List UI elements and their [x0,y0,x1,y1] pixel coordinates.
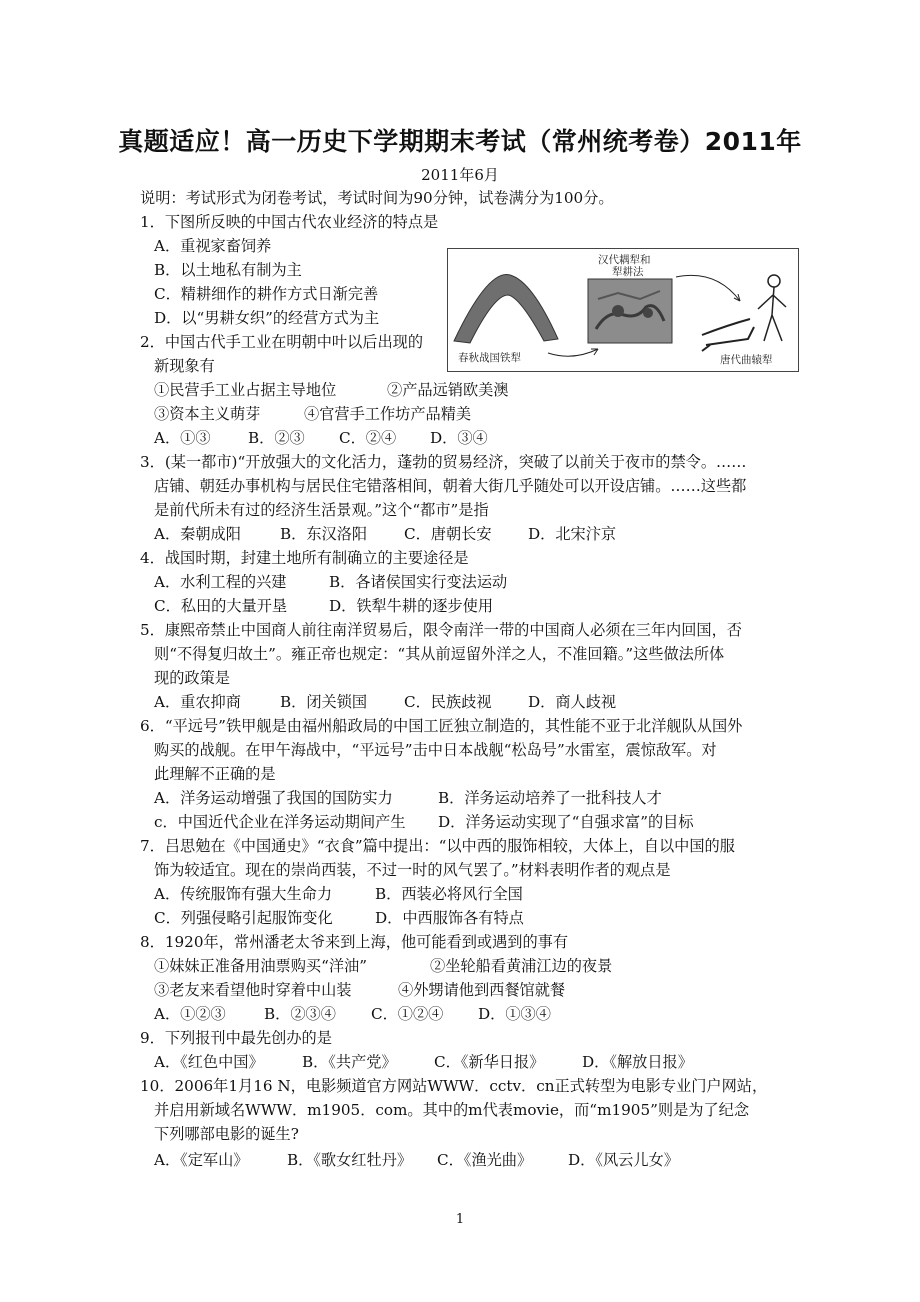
q10-stem-line-1: 10．2006年1月16 N，电影频道官方网站WWW．cctv．cn正式转型为电影专业门户网站， [140,1077,768,1095]
q1-option-b: B．以土地私有制为主 [154,261,302,279]
q5-option-c: C．民族歧视 [404,693,492,711]
q2-item-1: ①民营手工业占据主导地位 [154,381,337,399]
q8-item-4: ④外甥请他到西餐馆就餐 [398,981,566,999]
q1-option-c: C．精耕细作的耕作方式日渐完善 [154,285,379,303]
q7-option-a: A．传统服饰有强大生命力 [154,885,333,903]
q6-option-d: D．洋务运动实现了“自强求富”的目标 [438,813,694,831]
q10-options [154,1150,679,1170]
figure-label-han-2: 犁耕法 [612,266,644,278]
q8-option-d: D．①③④ [478,1005,551,1023]
q6-option-a: A．洋务运动增强了我国的国防实力 [154,789,393,807]
q10-option-b: B．《歌女红牡丹》 [287,1151,413,1169]
q5-option-b: B．闭关锁国 [280,693,368,711]
q4-option-c: C．私田的大量开垦 [154,597,288,615]
q3-option-a: A．秦朝成阳 [154,525,241,543]
instruction: 说明：考试形式为闭卷考试，考试时间为90分钟，试卷满分为100分。 [140,189,614,207]
q9-option-a: A．《红色中国》 [154,1053,264,1071]
q5-options [154,692,616,712]
figure-label-tang: 唐代曲辕犁 [720,354,773,366]
q2-item-2: ②产品远销欧美澳 [387,381,509,399]
q9-option-d: D．《解放日报》 [582,1053,693,1071]
q4-options-row-2 [154,596,493,616]
q7-stem-line-2: 饰为较适宜。现在的崇尚西装，不过一时的风气罢了。”材料表明作者的观点是 [154,861,671,879]
q2-items-row-2 [154,404,471,424]
q8-option-a: A．①②③ [154,1005,226,1023]
q3-option-b: B．东汉洛阳 [280,525,368,543]
q2-items-row-1 [154,380,509,400]
q3-stem-line-1: 3．(某一都市)“开放强大的文化活力，蓬勃的贸易经济，突破了以前关于夜市的禁令。…… [140,453,747,471]
q2-option-b: B．②③ [248,429,305,447]
q10-stem-line-3: 下列哪部电影的诞生? [154,1125,299,1143]
q3-option-c: C．唐朝长安 [404,525,492,543]
q5-stem-line-3: 现的政策是 [154,669,230,687]
q6-stem-line-3: 此理解不正确的是 [154,765,276,783]
q6-options-row-1 [154,788,662,808]
q7-options-row-1 [154,884,523,904]
q5-option-a: A．重农抑商 [154,693,241,711]
q7-options-row-2 [154,908,524,928]
q2-option-a: A．①③ [154,429,211,447]
q10-stem-line-2: 并启用新域名WWW．m1905．com。其中的m代表movie，而“m1905”则是为了纪念 [154,1101,750,1119]
q6-options-row-2 [154,812,694,832]
q10-option-a: A．《定军山》 [154,1151,249,1169]
q10-option-d: D．《风云儿女》 [568,1151,679,1169]
q4-option-d: D．铁犁牛耕的逐步使用 [329,597,494,615]
q2-item-4: ④官营手工作坊产品精美 [304,405,472,423]
q8-item-1: ①妹妹正准备用油票购买“洋油” [154,957,367,975]
q1-option-d: D．以“男耕女织”的经营方式为主 [154,309,380,327]
q4-stem: 4．战国时期，封建土地所有制确立的主要途径是 [140,549,469,567]
q3-stem-line-2: 店铺、朝廷办事机构与居民住宅错落相间，朝着大街几乎随处可以开设店铺。……这些都 [154,477,747,495]
q9-options [154,1052,693,1072]
q6-stem-line-2: 购买的战舰。在甲午海战中，“平远号”击中日本战舰“松岛号”水雷室，震惊敌军。对 [154,741,717,759]
q8-items-row-2 [154,980,565,1000]
q8-option-b: B．②③④ [264,1005,336,1023]
q9-stem: 9．下列报刊中最先创办的是 [140,1029,332,1047]
q2-item-3: ③资本主义萌芽 [154,405,261,423]
q8-item-3: ③老友来看望他时穿着中山装 [154,981,352,999]
q10-option-c: C．《渔光曲》 [437,1151,533,1169]
q2-options [154,428,488,448]
page-number: 1 [455,1212,465,1227]
q4-option-b: B．各诸侯国实行变法运动 [329,573,508,591]
plough-evolution-figure [447,248,799,372]
q3-stem-line-3: 是前代所未有过的经济生活景观。”这个“都市”是指 [154,501,489,519]
q8-items-row-1 [154,956,612,976]
q9-option-b: B．《共产党》 [302,1053,397,1071]
q1-stem: 1．下图所反映的中国古代农业经济的特点是 [140,213,439,231]
q8-stem: 8．1920年，常州潘老太爷来到上海，他可能看到或遇到的事有 [140,933,569,951]
q4-option-a: A．水利工程的兴建 [154,573,287,591]
q7-option-b: B．西装必将风行全国 [375,885,523,903]
q8-options [154,1004,551,1024]
q6-option-b: B．洋务运动培养了一批科技人才 [438,789,662,807]
q8-item-2: ②坐轮船看黄浦江边的夜景 [430,957,613,975]
q8-option-c: C．①②④ [371,1005,444,1023]
q1-option-a: A．重视家畜饲养 [154,237,272,255]
figure-label-han-1: 汉代耦犁和 [598,254,651,266]
q7-option-d: D．中西服饰各有特点 [375,909,524,927]
q3-options [154,524,616,544]
q2-option-d: D．③④ [430,429,488,447]
q6-stem-line-1: 6．“平远号”铁甲舰是由福州船政局的中国工匠独立制造的，其性能不亚于北洋舰队从国外 [140,717,743,735]
q5-stem-line-2: 则“不得复归故土”。雍正帝也规定：“其从前逗留外洋之人，不准回籍。”这些做法所体 [154,645,725,663]
q2-stem-line-1: 2．中国古代手工业在明朝中叶以后出现的 [140,333,424,351]
q3-option-d: D．北宋汴京 [528,525,617,543]
q7-option-c: C．列强侵略引起服饰变化 [154,909,333,927]
q9-option-c: C．《新华日报》 [434,1053,545,1071]
q4-options-row-1 [154,572,507,592]
q2-option-c: C．②④ [339,429,397,447]
q6-option-c: c．中国近代企业在洋务运动期间产生 [154,813,406,831]
q5-option-d: D．商人歧视 [528,693,617,711]
figure-label-spring: 春秋战国铁犁 [458,352,521,364]
q2-stem-line-2: 新现象有 [154,357,215,375]
q7-stem-line-1: 7．吕思勉在《中国通史》“衣食”篇中提出：“以中西的服饰相较，大体上，自以中国的服 [140,837,735,855]
q5-stem-line-1: 5．康熙帝禁止中国商人前往南洋贸易后，限令南洋一带的中国商人必须在三年内回国，否 [140,621,742,639]
page-title: 真题适应！高一历史下学期期末考试（常州统考卷）2011年 [118,127,802,156]
exam-date: 2011年6月 [421,166,499,184]
